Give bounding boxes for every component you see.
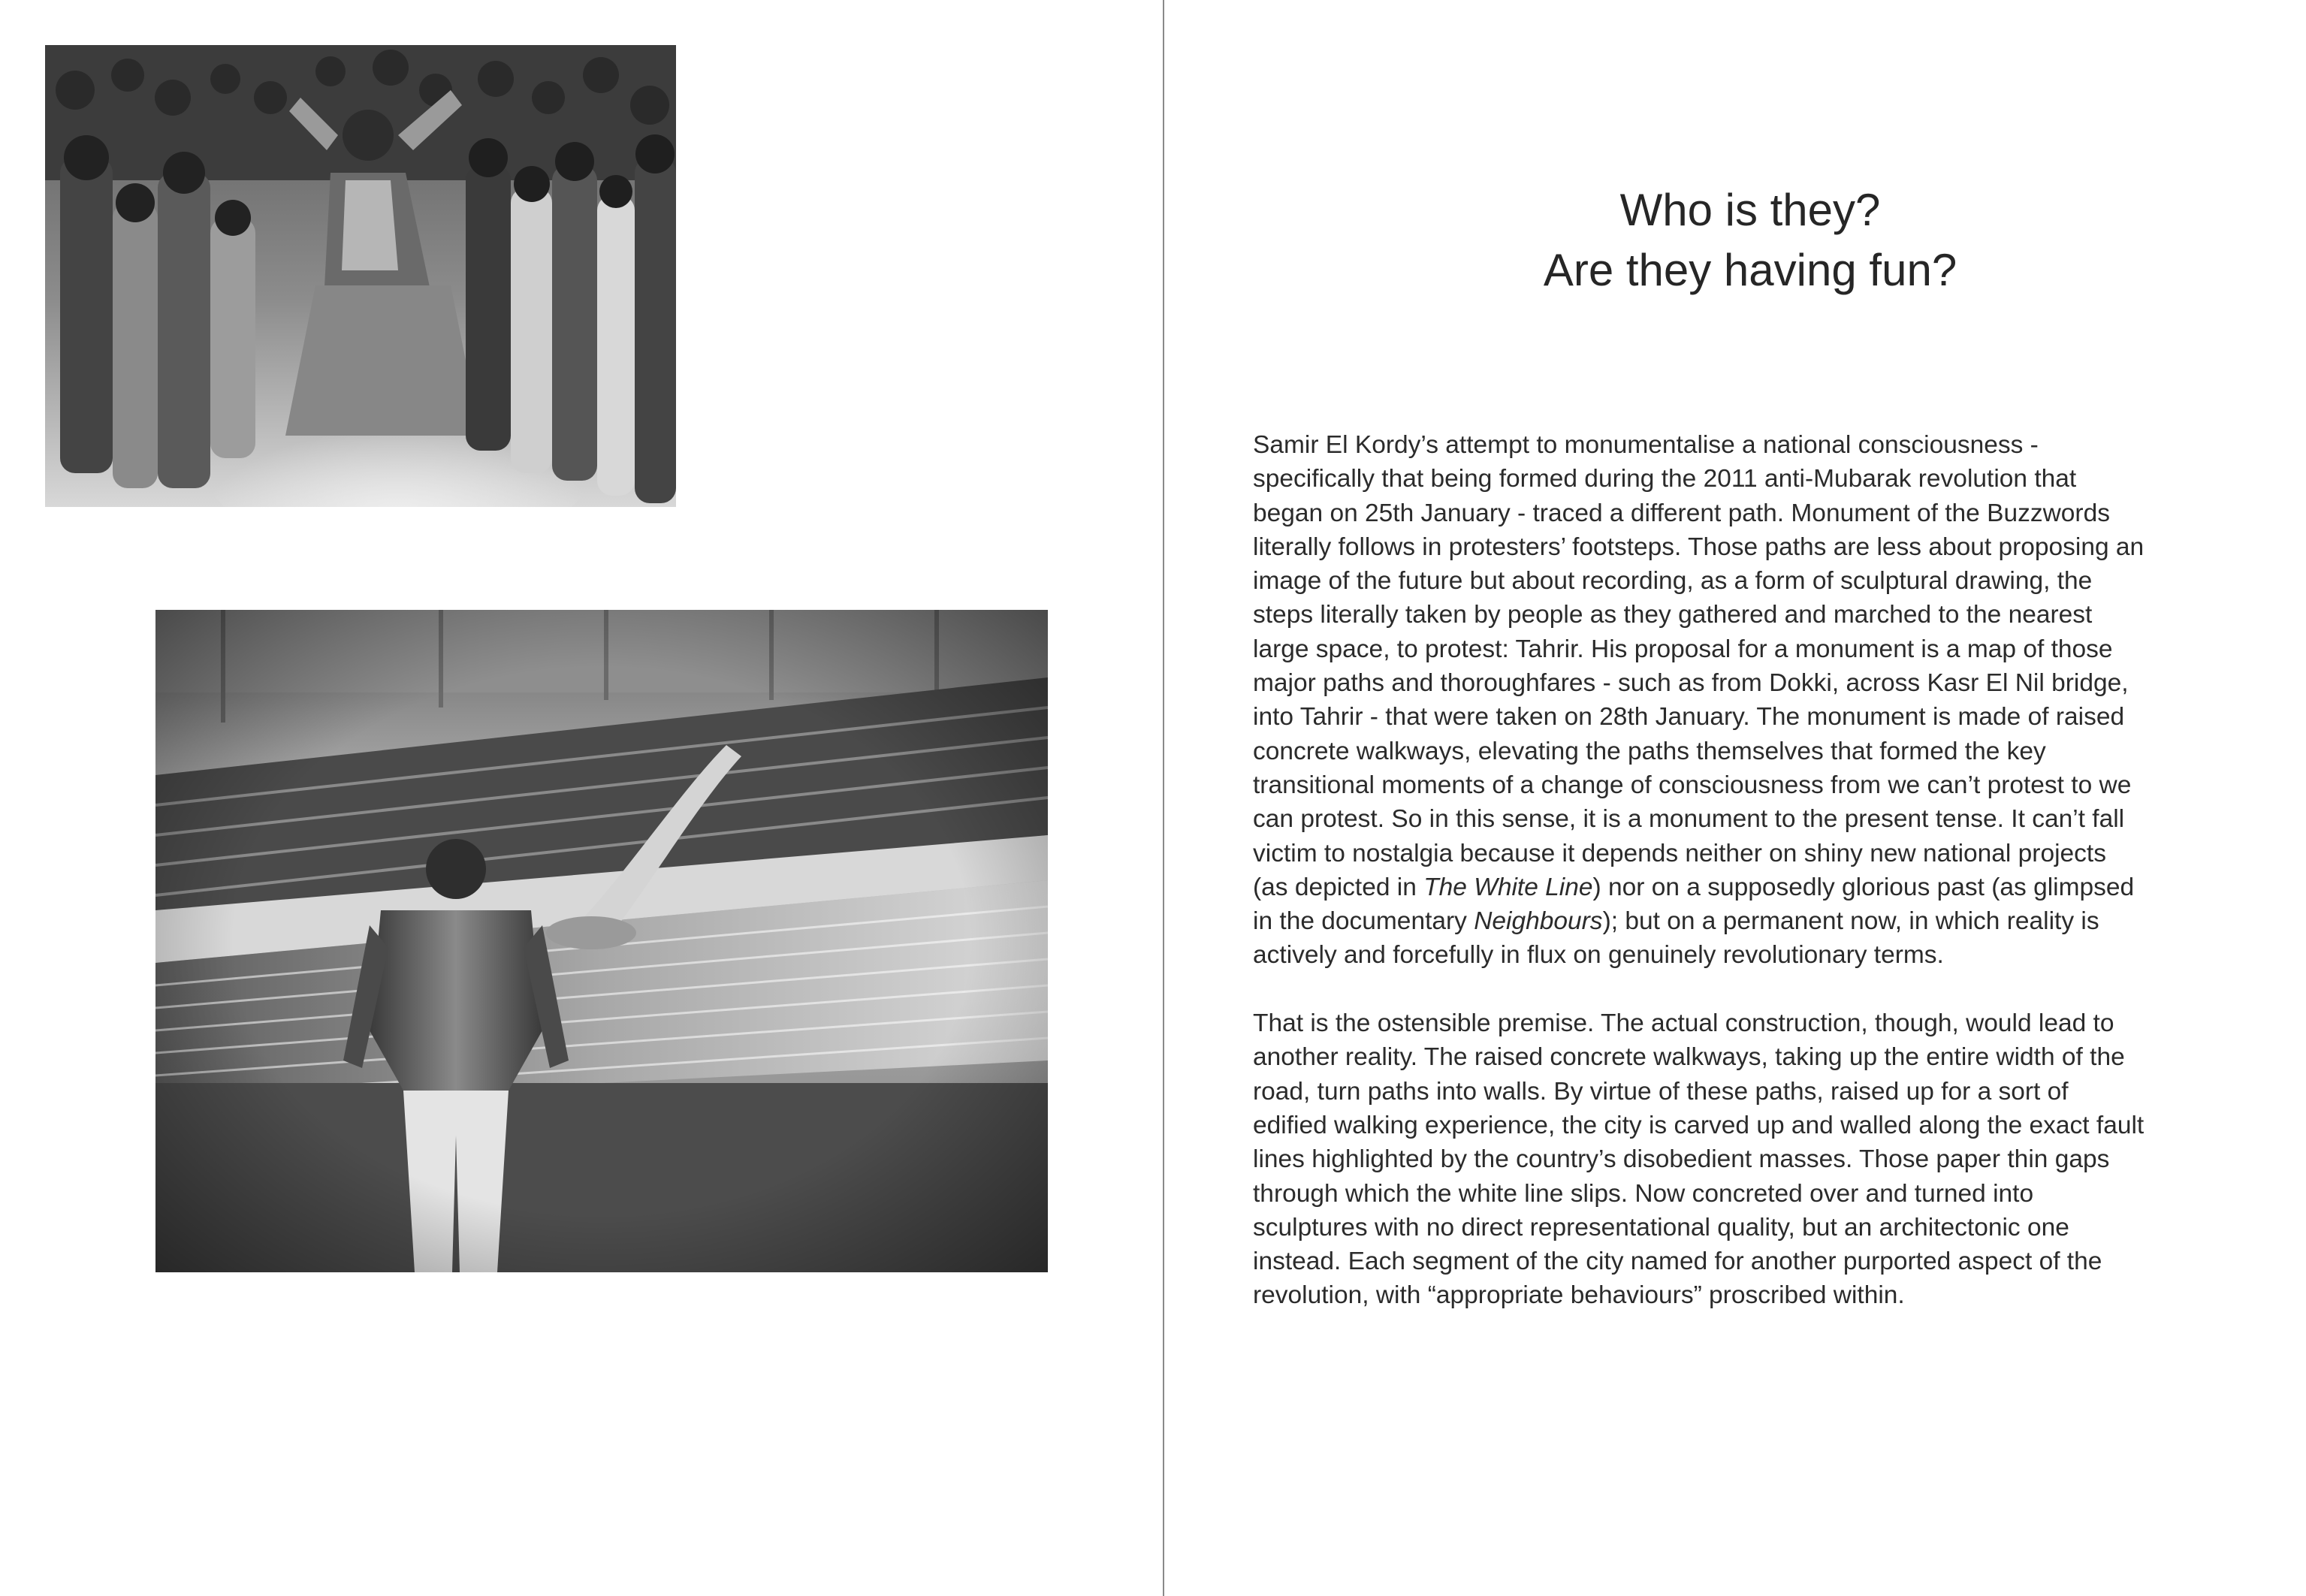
italic-title-neighbours: Neighbours (1474, 907, 1603, 936)
paragraph-1-part-2: ) nor on a supposedly glorious past (as glimpsed in the documentary (1253, 873, 2135, 936)
photo-stadium (155, 610, 1048, 1272)
body-text (1253, 428, 2147, 1313)
photo-stadium-image (155, 610, 1048, 1272)
paragraph-1-part-3: ); but on a permanent now, in which reality is actively and forcefully in flux on genuinely revolutionary terms. (1253, 907, 2099, 970)
paragraph-1-part-1: Samir El Kordy’s attempt to monumentalise a national consciousness - specifically that being formed during the 2011 anti-Mubarak revolution that began on 25th January - traced a different path. Monument of the Buzzwords literally follows in protesters’ footsteps. Those paths are less about proposing an image of the future but about recording, as a form of sculptural drawing, the steps literally taken by people as they gathered and marched to the nearest large space, to protest: Tahrir. His proposal for a monument is a map of those major paths and thoroughfares - such as from Dokki, across Kasr El Nil bridge, into Tahrir - that were taken on 28th January. The monument is made of raised concrete walkways, elevating the paths themselves that formed the key transitional moments of a change of consciousness from we can’t protest to we can protest. So in this sense, it is a monument to the present tense. It can’t fall victim to nostalgia because it depends neither on shiny new national projects (as depicted in (1253, 431, 2145, 901)
page-heading (1427, 180, 2073, 300)
photo-dance-image (45, 45, 676, 507)
paragraph-1 (1253, 428, 2147, 973)
heading-line-1: Who is they? (1619, 185, 1881, 235)
heading-line-2: Are they having fun? (1543, 245, 1957, 295)
photo-dance (45, 45, 676, 507)
paragraph-2: That is the ostensible premise. The actual construction, though, would lead to another reality. The raised concrete walkways, taking up the entire width of the road, turn paths into walls. By virtue of these paths, raised up for a sort of edified walking experience, the city is carved up and walled along the exact fault lines highlighted by the country’s disobedient masses. Those paper thin gaps through which the white line slips. Now concreted over and turned into sculptures with no direct representational quality, but an architectonic one instead. Each segment of the city named for another purported aspect of the revolution, with “appropriate behaviours” proscribed within. (1253, 1009, 2145, 1310)
italic-title-white-line: The White Line (1423, 873, 1593, 901)
